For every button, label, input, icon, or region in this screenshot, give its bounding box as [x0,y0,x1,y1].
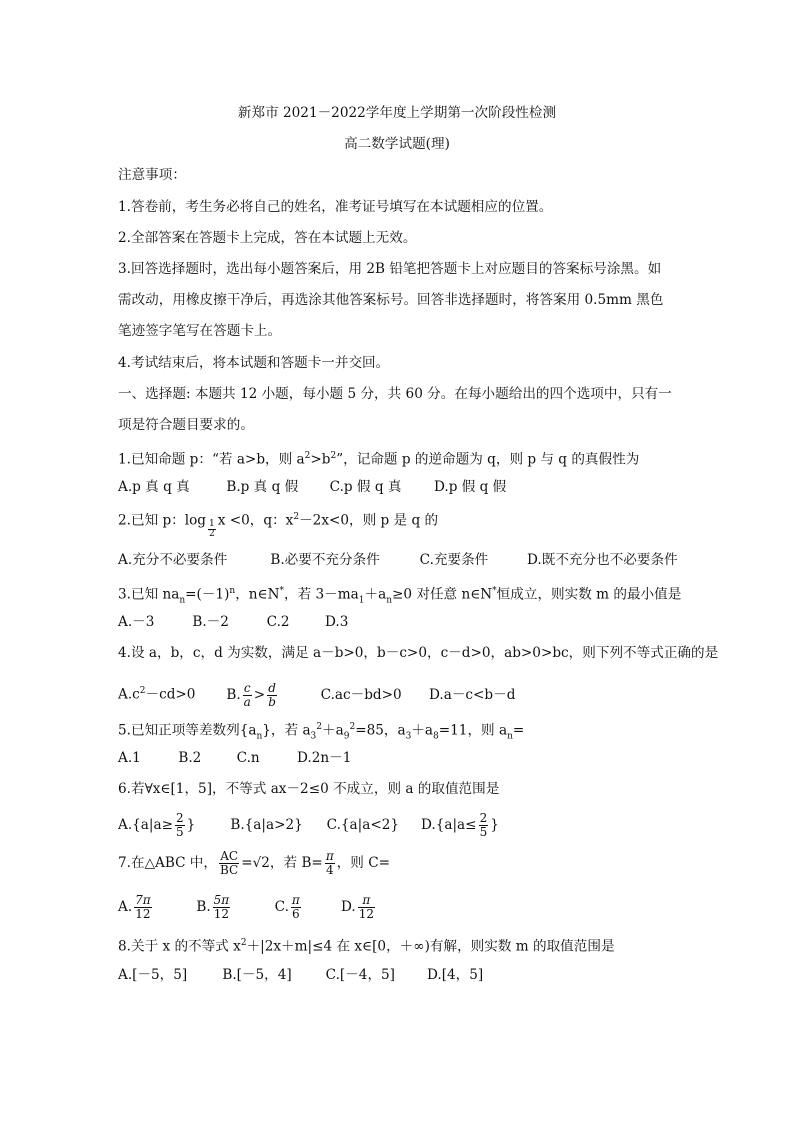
q7-option-d-frac [358,894,375,921]
q7-text-c: ，则 C= [336,855,391,871]
q2-log-base-num: 1 [209,518,215,529]
q3-text-b: =(－1) [185,586,230,603]
q7-frac-ac-bc [219,850,239,877]
q2-log-base-den: 2 [209,528,215,539]
q8-option-d[interactable]: D.[4，5] [426,967,484,983]
question-7-stem [118,846,678,880]
q7-option-d-den: 12 [358,907,375,921]
q5-sub-n-2: n [507,731,513,742]
question-1-options [118,478,678,496]
q5-option-d[interactable]: D.2n－1 [296,750,352,766]
q3-text-f: ≥0 对任意 n∈N [391,586,493,603]
q1-text-c: ”，记命题 p 的逆命题为 q，则 p 与 q 的真假性为 [336,451,640,468]
q7-option-a-label: A. [118,899,133,915]
q2-text-b: x <0，q：x [217,512,294,529]
note-3-line-3: 笔迹签字笔写在答题卡上。 [118,323,282,339]
q5-sub-n: n [256,731,263,742]
q7-b-den: 4 [325,863,334,877]
q8-sup: 2 [240,938,247,948]
q2-sup: 2 [293,512,300,522]
q7-option-c[interactable] [275,890,337,924]
q2-option-d[interactable]: D.既不充分也不必要条件 [526,552,678,568]
q5-text-a: 5.已知正项等差数列{a [118,722,257,739]
q7-frac-num: AC [220,849,239,863]
q8-option-a[interactable]: A.[－5，5] [118,967,188,983]
q4-option-a-text: A.c [118,686,140,703]
q3-option-a[interactable]: A.－3 [118,614,155,630]
question-5-options [118,749,678,767]
q7-option-b[interactable] [196,890,270,924]
q8-option-b[interactable]: B.[－5，4] [222,967,292,983]
q3-sub-1: 1 [358,595,365,606]
q5-option-b[interactable]: B.2 [178,750,202,766]
q4-frac-d-b [267,682,277,709]
q4-option-a[interactable] [118,676,222,710]
question-2-stem [118,508,678,539]
q7-text-a: 7.在△ABC 中， [118,855,217,871]
q6-option-a-text: A.{a|a≥ [118,817,173,833]
q7-option-a[interactable] [118,890,192,924]
q6-option-d-num: 2 [479,811,488,825]
q8-option-c[interactable]: C.[－4，5] [325,967,395,983]
q3-option-c[interactable]: C.2 [266,614,290,630]
question-2-options [118,551,678,569]
q4-option-c[interactable]: C.ac－bd>0 [320,686,402,703]
q7-option-b-den: 12 [213,907,230,921]
q3-text-e: ＋a [364,586,387,603]
note-2: 2.全部答案在答题卡上完成，答在本试题上无效。 [118,230,417,246]
q5-sup-2a: 2 [316,722,323,732]
q6-option-a-num: 2 [175,811,184,825]
q2-option-b[interactable]: B.必要不充分条件 [270,552,380,568]
q5-sub-9: 9 [343,731,350,742]
q5-text-d: =85，a [355,722,406,739]
q7-option-c-num: π [291,893,300,907]
q3-sub-n-2: n [386,595,392,606]
q5-sub-8: 8 [433,731,439,742]
section-heading-line-2: 项是符合题目要求的。 [118,417,254,433]
q6-option-d-close: } [490,817,499,833]
q7-option-a-den: 12 [135,907,151,921]
note-3-line-1: 3.回答选择题时，选出每小题答案后，用 2B 铅笔把答题卡上对应题目的答案标号涂黑。如 [118,261,662,277]
q1-option-a[interactable]: A.p 真 q 真 [118,479,190,495]
note-4: 4.考试结束后，将本试题和答题卡一并交回。 [118,355,390,371]
q6-option-d-frac [479,812,489,839]
q3-sup-star-1: * [279,586,284,596]
question-6-options [118,808,678,842]
q5-sub-3: 3 [310,731,317,742]
q4-option-d[interactable]: D.a－c<b－d [428,686,516,703]
q5-sub-3b: 3 [405,731,412,742]
question-6-stem: 6.若∀x∈[1，5]，不等式 ax－2≤0 不成立，则 a 的取值范围是 [118,781,500,797]
q6-option-c[interactable]: C.{a|a<2} [326,817,400,833]
q6-option-d-text: D.{a|a≤ [420,817,477,833]
q1-option-d[interactable]: D.p 假 q 假 [433,479,507,495]
q4-option-b-label: B. [226,686,241,703]
notes-heading: 注意事项： [118,167,186,183]
q3-sub-n: n [179,595,186,606]
q7-frac-den: BC [220,863,239,877]
q3-sup-star-2: * [492,586,497,596]
q2-text-a: 2.已知 p：log [118,512,207,529]
q7-option-b-label: B. [196,899,211,915]
q4-option-a-sup: 2 [139,686,146,696]
question-8-options [118,966,678,984]
q4-option-a-text-b: －cd>0 [145,686,196,703]
q8-text-b: ＋|2x＋m|≤4 在 x∈[0，＋∞)有解，则实数 m 的取值范围是 [246,938,615,955]
question-4-options [118,676,678,709]
q8-text-a: 8.关于 x 的不等式 x [118,938,241,955]
q7-option-a-frac [134,894,152,921]
q6-option-a[interactable] [118,808,226,842]
q7-option-b-frac [213,894,231,921]
q3-text-d: ，若 3－ma [284,586,359,603]
q5-text-g: = [512,722,525,739]
q6-option-b[interactable]: B.{a|a>2} [230,817,303,833]
section-heading-line-1: 一、选择题: 本题共 12 小题，每小题 5 分，共 60 分。在每小题给出的四个选项中，只有一 [118,386,672,402]
q1-option-b[interactable]: B.p 真 q 假 [226,479,299,495]
question-5-stem [118,718,678,745]
q2-text-c: －2x<0，则 p 是 q 的 [299,512,439,529]
q4-option-b[interactable] [226,680,316,710]
q5-option-c[interactable]: C.n [236,750,260,766]
q3-sup-n: n [229,586,236,596]
q7-option-b-num: 5π [213,893,230,907]
q7-b-num: π [325,849,334,863]
q4-frac-den-2: b [268,694,276,709]
q1-text-b: >b [310,451,331,468]
q5-text-b: }，若 a [262,722,311,739]
q6-option-a-den: 5 [175,825,184,839]
q6-option-d-den: 5 [479,825,488,839]
q6-option-d[interactable] [421,808,499,842]
q4-frac-num-1: c [243,680,251,695]
q1-sup-2: 2 [330,451,337,461]
q7-option-d-num: π [358,894,375,908]
q7-text-b: =√2，若 B= [241,855,323,871]
q5-sup-2b: 2 [349,722,356,732]
q4-frac-num-2: d [268,680,276,695]
q3-text-a: 3.已知 na [118,586,180,603]
q3-option-b[interactable]: B.－2 [192,614,229,630]
note-1: 1.答卷前，考生务必将自己的姓名，准考证号填写在本试题相应的位置。 [118,199,553,215]
q3-option-d[interactable]: D.3 [324,614,349,630]
q2-option-c[interactable]: C.充要条件 [419,552,489,568]
q6-option-a-close: } [186,817,196,833]
q5-text-e: ＋a [411,722,434,739]
q2-option-a[interactable]: A.充分不必要条件 [118,552,228,568]
q7-option-c-label: C. [274,899,289,915]
q4-gt-sign: > [253,686,266,703]
question-3-options [118,613,678,631]
q6-option-a-frac [175,812,185,839]
q4-frac-c-a [243,682,252,709]
question-3-stem [118,582,682,609]
q1-sup-1: 2 [304,451,311,461]
q1-option-c[interactable]: C.p 假 q 真 [329,479,402,495]
q7-option-c-frac [291,894,301,921]
note-3-line-2: 需改动，用橡皮擦干净后，再选涂其他答案标号。回答非选择题时，将答案用 0.5mm 黑色 [118,292,664,308]
q3-text-c: ，n∈N [235,586,280,603]
question-1-stem [118,447,678,469]
q1-text-a: 1.已知命题 p：“若 a>b，则 a [118,451,305,468]
q7-frac-b [325,850,335,877]
q7-option-d-label: D. [340,899,356,915]
exam-title: 新郑市 2021－2022学年度上学期第一次阶段性检测 [237,105,557,121]
question-7-options [118,890,678,924]
q7-option-d[interactable] [341,890,377,924]
q5-text-f: =11，则 a [438,722,508,739]
q4-frac-den-1: a [243,694,251,709]
question-4-stem: 4.设 a，b，c，d 为实数，满足 a－b>0，b－c>0，c－d>0，ab>0>bc，则下列不等式正确的是 [118,645,719,661]
q3-text-g: 恒成立，则实数 m 的最小值是 [496,586,682,603]
question-8-stem [118,934,678,956]
q2-log-base [208,520,216,539]
q7-option-a-num: 7π [135,893,151,907]
q7-option-c-den: 6 [292,907,300,921]
exam-subtitle: 高二数学试题(理) [344,136,450,152]
q5-option-a[interactable]: A.1 [118,750,141,766]
q5-text-c: ＋a [322,722,344,739]
